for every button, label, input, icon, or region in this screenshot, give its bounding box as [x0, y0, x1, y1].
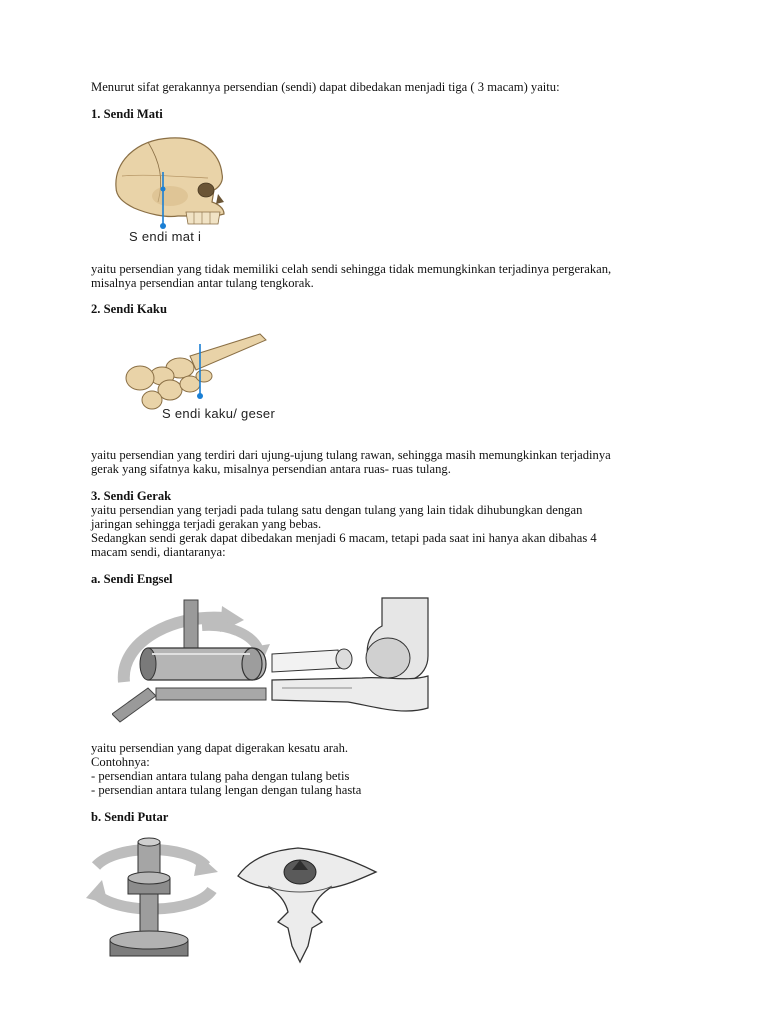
pivot-joint-illustration [86, 836, 386, 970]
hinge-figure [112, 596, 432, 728]
desc-gerak-line2: jaringan sehingga terjadi gerakan yang bebas. [91, 517, 322, 531]
desc-engsel-line2: Contohnya: [91, 755, 150, 769]
skull-figure [108, 132, 258, 250]
desc-engsel-line4: - persendian antara tulang lengan dengan tulang hasta [91, 783, 362, 797]
intro-text: Menurut sifat gerakannya persendian (sendi) dapat dibedakan menjadi tiga ( 3 macam) yaitu: [91, 80, 560, 94]
desc-gerak-line4: macam sendi, diantaranya: [91, 545, 226, 559]
desc-engsel-line3: - persendian antara tulang paha dengan tulang betis [91, 769, 350, 783]
desc-mati-line1: yaitu persendian yang tidak memiliki celah sendi sehingga tidak memungkinkan terjadinya pergerakan, [91, 262, 612, 276]
heading-sendi-kaku: 2. Sendi Kaku [91, 302, 167, 316]
desc-mati-line2: misalnya persendian antar tulang tengkorak. [91, 276, 314, 290]
desc-gerak-line1: yaitu persendian yang terjadi pada tulang satu dengan tulang yang lain tidak dihubungkan dengan [91, 503, 583, 517]
heading-sendi-gerak: 3. Sendi Gerak [91, 489, 172, 503]
heading-sendi-mati: 1. Sendi Mati [91, 107, 163, 121]
desc-kaku-line1: yaitu persendian yang terdiri dari ujung-ujung tulang rawan, sehingga masih memungkinkan terjadinya [91, 448, 611, 462]
pivot-figure [86, 836, 386, 970]
desc-engsel-line1: yaitu persendian yang dapat digerakan kesatu arah. [91, 741, 349, 755]
wrist-figure [120, 326, 290, 430]
heading-sendi-engsel: a. Sendi Engsel [91, 572, 173, 586]
desc-kaku-line2: gerak yang sifatnya kaku, misalnya persendian antara ruas- ruas tulang. [91, 462, 451, 476]
label-sendi-kaku: S endi kaku/ geser [162, 406, 276, 421]
heading-sendi-putar: b. Sendi Putar [91, 810, 169, 824]
label-sendi-mati: S endi mat i [129, 229, 202, 244]
hinge-joint-illustration [112, 596, 432, 728]
desc-gerak-line3: Sedangkan sendi gerak dapat dibedakan menjadi 6 macam, tetapi pada saat ini hanya akan dibahas 4 [91, 531, 597, 545]
